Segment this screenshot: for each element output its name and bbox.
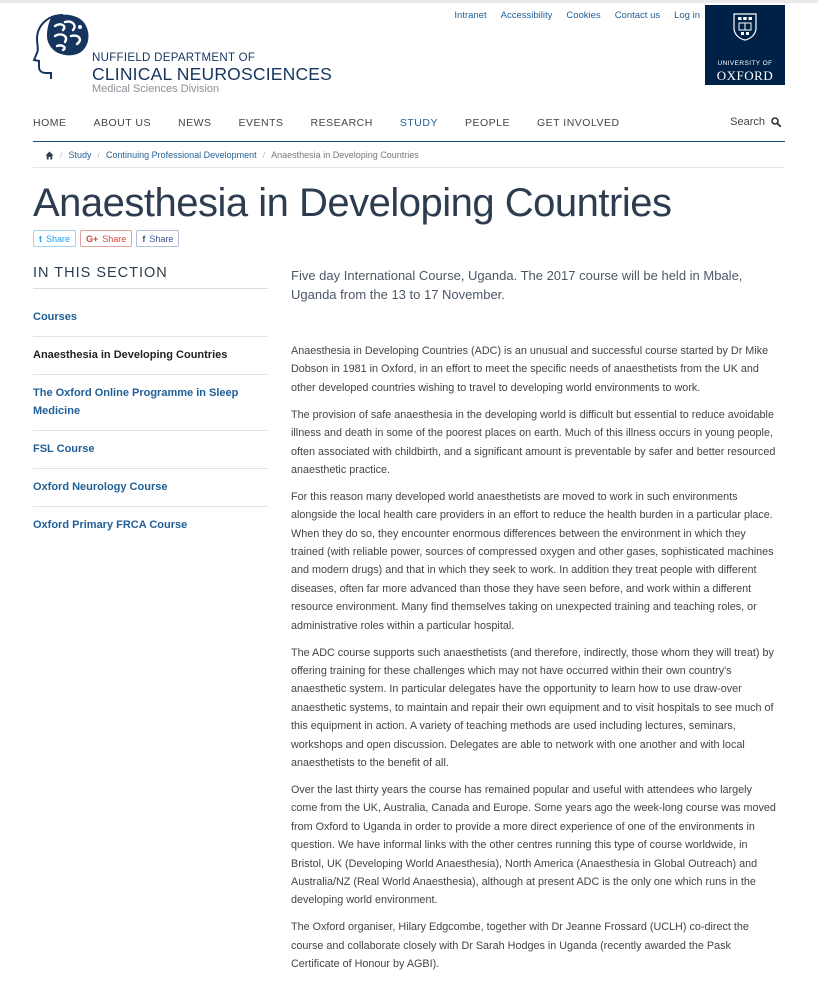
search-icon (771, 117, 781, 127)
search-label: Search (730, 116, 765, 128)
accessibility-link[interactable]: Accessibility (500, 10, 553, 21)
cookies-link[interactable]: Cookies (566, 10, 601, 21)
main-content (291, 266, 781, 982)
logo-line-division: Medical Sciences Division (92, 83, 220, 95)
twitter-icon: t (39, 233, 42, 244)
sidebar-list (33, 299, 268, 544)
sidebar-item-primary-frca[interactable]: Oxford Primary FRCA Course (33, 519, 188, 531)
breadcrumb-separator: / (97, 150, 101, 160)
content-paragraph: Anaesthesia in Developing Countries (ADC) is an unusual and successful course started by Dr Mike Dobson in 1981 in Oxford, in an effort to meet the specific needs of anaesthetists from the UK and other developed countries wishing to travel to developing world environments to work. (291, 345, 769, 394)
search-button[interactable] (730, 116, 781, 128)
breadcrumb-cpd[interactable]: Continuing Professional Development (106, 150, 257, 160)
nav-item-research[interactable]: RESEARCH (310, 117, 373, 129)
oxford-university-label: UNIVERSITY OF (717, 60, 773, 67)
nav-item-study[interactable]: STUDY (399, 117, 438, 129)
sidebar-item-anaesthesia[interactable]: Anaesthesia in Developing Countries (33, 337, 268, 375)
facebook-icon: f (142, 233, 146, 244)
utility-links (454, 10, 700, 21)
sidebar-item-fsl-course[interactable]: FSL Course (33, 431, 268, 469)
content-paragraph: Over the last thirty years the course has remained popular and useful with attendees who largely come from the UK, Australia, Canada and Europe. Some years ago the week-long course was moved from Oxford to Uganda in order to provide a more direct experience of one of the environments in question. We have informal links with the other centres running this type of course worldwide, in Bristol, UK (Developing World Anaesthesia), North America (Anaesthesia in Global Outreach) and Australia/NZ (Real World Anaesthesia), although at present ADC is the only one which runs in the developing world environment. (291, 783, 776, 907)
log-in-link[interactable]: Log in (674, 10, 700, 21)
oxford-logo[interactable] (705, 5, 785, 85)
oxford-crest-icon (733, 13, 757, 41)
nav-item-events[interactable]: EVENTS (238, 117, 284, 129)
lead-paragraph: Five day International Course, Uganda. The 2017 course will be held in Mbale, Uganda from the 13 to 17 November. (291, 268, 743, 302)
section-sidebar (33, 265, 268, 544)
twitter-share-label: Share (46, 233, 71, 244)
facebook-share-button[interactable] (136, 230, 179, 247)
sidebar-item-sleep-medicine[interactable]: The Oxford Online Programme in Sleep Medicine (33, 375, 268, 431)
breadcrumb-separator: / (60, 150, 63, 160)
google-plus-share-label: Share (102, 233, 127, 244)
department-logo[interactable] (33, 12, 333, 100)
twitter-share-button[interactable] (33, 230, 76, 247)
facebook-share-label: Share (149, 233, 174, 244)
content-paragraph: The ADC course supports such anaesthetists (and therefore, indirectly, those whom they will treat) by offering training for these challenges which may not have occurred within their own country's anaesthetic system. In particular delegates have the opportunity to learn how to use draw-over anaesthetic systems, to maintain and repair their own equipment and to visit hospitals to see much of this equipment in action. A variety of teaching methods are used including lectures, seminars, workshops and open discussion. Delegates are able to network with one another and with local anaesthetists to the benefit of all. (291, 646, 774, 770)
content-paragraph: The provision of safe anaesthesia in the developing world is difficult but essential to reduce avoidable illness and death in some of the poorest places on earth. Much of this illness occurs in young people, often associated with childbirth, and a significant amount is preventable by safer and better resourced anaesthetic practice. (291, 408, 776, 476)
sidebar-item-neurology-course[interactable]: Oxford Neurology Course (33, 469, 268, 507)
google-plus-share-button[interactable] (80, 230, 132, 247)
breadcrumb (33, 143, 785, 168)
nav-item-people[interactable]: PEOPLE (464, 117, 510, 129)
brain-head-icon (33, 12, 93, 80)
nav-item-get-involved[interactable]: GET INVOLVED (536, 117, 620, 129)
logo-line-department: NUFFIELD DEPARTMENT OF (92, 52, 256, 64)
top-rule (0, 0, 818, 3)
breadcrumb-current: Anaesthesia in Developing Countries (271, 150, 419, 160)
content-paragraph: The Oxford organiser, Hilary Edgcombe, together with Dr Jeanne Frossard (UCLH) co-direct the course and collaborate closely with Dr Sarah Hodges in Uganda (recently awarded the Pask Certificate of Honour by AGBI). (291, 921, 749, 971)
nav-item-news[interactable]: NEWS (177, 117, 212, 129)
contact-us-link[interactable]: Contact us (614, 10, 661, 21)
content-paragraph: For this reason many developed world anaesthetists are moved to work in such environments alongside the local health care providers in an effort to reduce the health burden in a particular place. When they do so, they encounter enormous differences between the environment in which they trained (with reliable power, sources of compressed oxygen and other gases, sophisticated machines and modern drugs) and that in which they seek to work. In addition they treat people with different diseases, often far more advanced than those they have seen before, and work within a different resource environment. Many find themselves taking on unexpected training and teaching roles, or administrative roles within a particular hospital. (291, 490, 774, 632)
breadcrumb-study[interactable]: Study (68, 150, 92, 160)
oxford-name-label: OXFORD (716, 68, 774, 83)
home-icon[interactable] (45, 151, 54, 160)
page-title: Anaesthesia in Developing Countries (33, 181, 672, 225)
main-nav (33, 112, 785, 142)
nav-item-about-us[interactable]: ABOUT US (93, 117, 151, 129)
share-buttons (33, 230, 179, 247)
sidebar-item-courses[interactable]: Courses (33, 299, 268, 337)
nav-item-home[interactable]: HOME (33, 117, 67, 129)
google-plus-icon: G+ (86, 233, 99, 244)
breadcrumb-separator: / (262, 150, 266, 160)
logo-line-name: CLINICAL NEUROSCIENCES (92, 64, 333, 84)
sidebar-heading: IN THIS SECTION (33, 265, 268, 289)
intranet-link[interactable]: Intranet (454, 10, 487, 21)
